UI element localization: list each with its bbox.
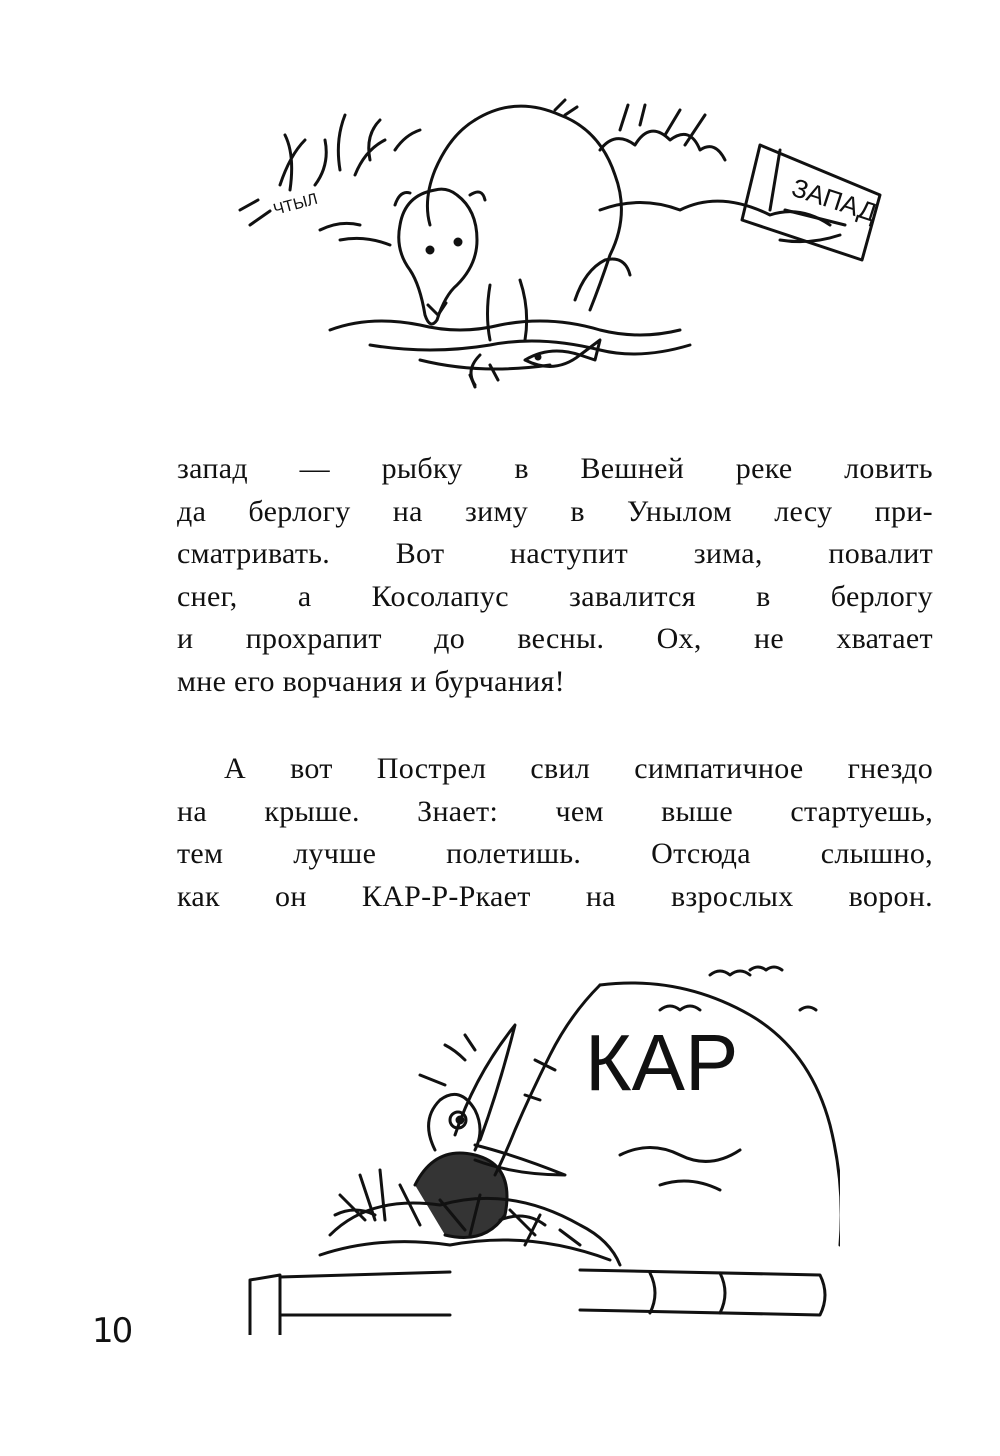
word: чем (555, 794, 604, 828)
text-line (177, 491, 933, 534)
word: А (224, 752, 246, 785)
word: Вот (395, 537, 445, 570)
word: выше (661, 794, 734, 828)
word: в (514, 452, 529, 485)
word: тем (177, 837, 224, 870)
word: Ох, (656, 622, 702, 655)
text-line (177, 748, 933, 791)
word: полетишь. (446, 837, 582, 870)
word: да (177, 494, 207, 528)
word: Унылом (627, 494, 732, 528)
word: завалится (569, 579, 696, 613)
word: прохрапит (245, 622, 382, 655)
word: лучше (293, 837, 377, 870)
word: снег, (177, 579, 238, 613)
text-line (177, 448, 933, 491)
text-line (177, 791, 933, 834)
word: повалит (828, 537, 933, 570)
text-line (177, 618, 933, 661)
paragraph-1 (177, 448, 933, 703)
text-line (177, 833, 933, 876)
word: ворон. (848, 879, 933, 913)
word: рыбку (381, 452, 463, 485)
word: берлогу (830, 579, 933, 613)
word: на (585, 879, 616, 913)
word: слышно, (820, 837, 933, 870)
word: не (754, 622, 784, 655)
word: хватает (836, 622, 933, 655)
word: лесу (774, 494, 833, 528)
crow-nest-illustration (240, 955, 840, 1335)
word: крыше. (264, 794, 360, 828)
word: зиму (465, 494, 529, 528)
word: Пострел (376, 752, 487, 785)
word: до (434, 622, 466, 655)
word: Вешней (580, 452, 685, 485)
word: КАР-Р-Ркает (361, 879, 531, 913)
word: на (177, 794, 207, 828)
word: а (297, 579, 312, 613)
word: берлогу (248, 494, 351, 528)
kar-caption-text: КАР (585, 1018, 739, 1107)
word: на (392, 494, 423, 528)
word: Знает: (417, 794, 499, 828)
word: при- (874, 494, 933, 528)
word: вот (290, 752, 333, 785)
word: он (275, 879, 307, 913)
word: реке (735, 452, 793, 485)
word: весны. (517, 622, 605, 655)
word: как (177, 879, 220, 913)
word: симпатичное (634, 752, 804, 785)
scribble-text: ЧТЫЛ (271, 190, 320, 219)
word: зима, (693, 537, 763, 570)
word: гнездо (847, 752, 933, 785)
word: запад (177, 452, 248, 485)
text-line (177, 533, 933, 576)
word: и (177, 622, 194, 655)
word: — (299, 452, 330, 485)
word: свил (530, 752, 591, 785)
paragraph-2 (177, 748, 933, 918)
bear-fishing-illustration (220, 90, 900, 410)
word: в (756, 579, 771, 613)
word: Отсюда (651, 837, 751, 870)
word: ловить (844, 452, 933, 485)
word: сматривать. (177, 537, 331, 570)
page-number: 10 (92, 1311, 132, 1351)
sign-text: ЗАПАД (788, 172, 881, 228)
word: Косолапус (371, 579, 509, 613)
text-line (177, 876, 933, 919)
word: стартуешь, (790, 794, 933, 828)
word: в (570, 494, 585, 528)
text-line (177, 576, 933, 619)
text-line: мне его ворчания и бурчания! (177, 664, 565, 698)
word: наступит (510, 537, 629, 570)
word: взрослых (670, 879, 794, 913)
